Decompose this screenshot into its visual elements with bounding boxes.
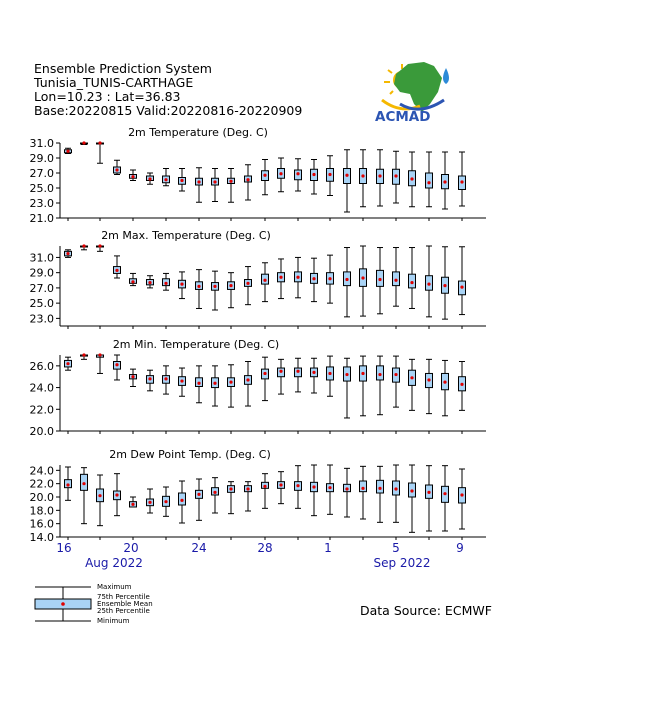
- mean-marker: [361, 487, 364, 490]
- mean-marker: [115, 363, 118, 366]
- header-title: Ensemble Prediction System: [34, 61, 212, 76]
- mean-marker: [378, 487, 381, 490]
- mean-marker: [394, 279, 397, 282]
- mean-marker: [229, 284, 232, 287]
- logo-text: ACMAD: [375, 109, 431, 125]
- mean-marker: [246, 178, 249, 181]
- header-station: Tunisia_TUNIS-CARTHAGE: [34, 75, 194, 90]
- mean-marker: [460, 493, 463, 496]
- x-tick-label: 5: [392, 541, 400, 555]
- y-tick-label: 23.0: [29, 197, 54, 210]
- y-tick-label: 14.0: [29, 531, 54, 544]
- mean-marker: [410, 177, 413, 180]
- mean-marker: [131, 503, 134, 506]
- mean-marker: [131, 375, 134, 378]
- mean-marker: [197, 382, 200, 385]
- mean-marker: [378, 278, 381, 281]
- mean-marker: [180, 379, 183, 382]
- mean-marker: [410, 281, 413, 284]
- mean-marker: [164, 178, 167, 181]
- mean-marker: [66, 483, 69, 486]
- mean-marker: [180, 179, 183, 182]
- panel-title: 2m Temperature (Deg. C): [128, 126, 268, 139]
- mean-marker: [82, 141, 85, 144]
- mean-marker: [361, 372, 364, 375]
- legend-mean: Ensemble Mean: [97, 600, 153, 608]
- mean-marker: [82, 353, 85, 356]
- chart-panels: [30, 126, 487, 544]
- mean-marker: [263, 372, 266, 375]
- month-label-aug: Aug 2022: [85, 556, 143, 570]
- mean-marker: [82, 482, 85, 485]
- mean-marker: [229, 180, 232, 183]
- mean-marker: [460, 180, 463, 183]
- mean-marker: [328, 486, 331, 489]
- mean-marker: [148, 281, 151, 284]
- panel-2: [30, 229, 487, 329]
- mean-marker: [328, 372, 331, 375]
- y-tick-label: 24.0: [29, 464, 54, 478]
- mean-marker: [394, 487, 397, 490]
- header-coordinates: Lon=10.23 : Lat=36.83: [34, 89, 181, 104]
- y-tick-label: 31.0: [29, 137, 54, 150]
- mean-marker: [427, 491, 430, 494]
- y-tick-label: 27.0: [29, 167, 54, 180]
- mean-marker: [443, 284, 446, 287]
- logo-drop-icon: [443, 68, 449, 84]
- mean-marker: [263, 174, 266, 177]
- mean-marker: [98, 141, 101, 144]
- mean-marker: [131, 175, 134, 178]
- x-tick-label: 24: [191, 541, 207, 555]
- mean-marker: [394, 373, 397, 376]
- mean-marker: [279, 276, 282, 279]
- y-tick-label: 22.0: [29, 477, 54, 491]
- mean-marker: [98, 353, 101, 356]
- mean-marker: [427, 378, 430, 381]
- mean-marker: [427, 181, 430, 184]
- mean-marker: [197, 180, 200, 183]
- mean-marker: [246, 378, 249, 381]
- mean-marker: [443, 381, 446, 384]
- mean-marker: [312, 371, 315, 374]
- data-source: Data Source: ECMWF: [360, 603, 492, 618]
- y-tick-label: 20.0: [29, 425, 54, 438]
- mean-marker: [164, 500, 167, 503]
- mean-marker: [312, 173, 315, 176]
- mean-marker: [378, 174, 381, 177]
- mean-marker: [82, 244, 85, 247]
- mean-marker: [246, 282, 249, 285]
- mean-marker: [345, 278, 348, 281]
- mean-marker: [66, 252, 69, 255]
- mean-marker: [410, 376, 413, 379]
- acmad-logo: [375, 62, 449, 125]
- mean-marker: [164, 282, 167, 285]
- y-tick-label: 20.0: [29, 491, 54, 504]
- box-interquartile: [377, 366, 384, 380]
- panel-title: 2m Max. Temperature (Deg. C): [101, 229, 271, 242]
- mean-marker: [345, 174, 348, 177]
- mean-marker: [460, 286, 463, 289]
- mean-marker: [115, 493, 118, 496]
- y-tick-label: 16.0: [29, 517, 54, 531]
- panel-title: 2m Dew Point Temp. (Deg. C): [109, 448, 271, 461]
- mean-marker: [460, 383, 463, 386]
- header-validity: Base:20220815 Valid:20220816-20220909: [34, 103, 303, 118]
- y-tick-label: 29.0: [29, 152, 54, 165]
- y-tick-label: 22.0: [29, 403, 54, 417]
- mean-marker: [66, 150, 69, 153]
- mean-marker: [197, 285, 200, 288]
- panel-title: 2m Min. Temperature (Deg. C): [112, 338, 280, 351]
- mean-marker: [443, 180, 446, 183]
- mean-marker: [246, 487, 249, 490]
- y-tick-label: 24.0: [29, 381, 54, 395]
- mean-marker: [328, 173, 331, 176]
- mean-marker: [296, 172, 299, 175]
- mean-marker: [378, 373, 381, 376]
- box-interquartile: [377, 480, 384, 493]
- x-tick-label: 28: [257, 541, 273, 555]
- legend-min: Minimum: [97, 617, 130, 625]
- mean-marker: [328, 277, 331, 280]
- mean-marker: [131, 280, 134, 283]
- mean-marker: [263, 485, 266, 488]
- mean-marker: [394, 174, 397, 177]
- mean-marker: [197, 493, 200, 496]
- mean-marker: [213, 382, 216, 385]
- mean-marker: [345, 373, 348, 376]
- y-tick-label: 21.0: [29, 212, 54, 225]
- month-label-sep: Sep 2022: [373, 556, 431, 570]
- panel-4: [30, 448, 487, 544]
- legend-p75: 75th Percentile: [97, 593, 150, 601]
- y-tick-label: 27.0: [29, 281, 54, 295]
- mean-marker: [213, 491, 216, 494]
- legend-max: Maximum: [97, 583, 132, 591]
- mean-marker: [98, 494, 101, 497]
- y-tick-label: 29.0: [29, 266, 54, 280]
- mean-marker: [345, 487, 348, 490]
- mean-marker: [279, 483, 282, 486]
- legend-p25: 25th Percentile: [97, 607, 150, 615]
- mean-marker: [148, 377, 151, 380]
- mean-marker: [164, 377, 167, 380]
- y-tick-label: 25.0: [29, 182, 54, 195]
- mean-marker: [213, 285, 216, 288]
- mean-marker: [263, 279, 266, 282]
- y-tick-label: 31.0: [29, 251, 54, 265]
- legend: [35, 583, 153, 625]
- mean-marker: [98, 244, 101, 247]
- x-tick-label: 1: [324, 541, 332, 555]
- mean-marker: [443, 492, 446, 495]
- mean-marker: [312, 277, 315, 280]
- mean-marker: [180, 282, 183, 285]
- mean-marker: [279, 172, 282, 175]
- mean-marker: [148, 501, 151, 504]
- y-tick-label: 25.0: [29, 297, 54, 311]
- box-interquartile: [360, 481, 367, 492]
- mean-marker: [361, 174, 364, 177]
- mean-marker: [115, 269, 118, 272]
- mean-marker: [427, 282, 430, 285]
- mean-marker: [229, 487, 232, 490]
- x-tick-label: 16: [56, 541, 72, 555]
- mean-marker: [296, 370, 299, 373]
- legend-mean-marker: [61, 602, 65, 606]
- mean-marker: [213, 180, 216, 183]
- y-tick-label: 23.0: [29, 312, 54, 326]
- mean-marker: [180, 499, 183, 502]
- mean-marker: [296, 276, 299, 279]
- panel-1: [30, 126, 487, 225]
- panel-3: [30, 338, 487, 438]
- y-tick-label: 26.0: [29, 359, 54, 373]
- mean-marker: [410, 489, 413, 492]
- mean-marker: [148, 177, 151, 180]
- mean-marker: [361, 276, 364, 279]
- mean-marker: [229, 381, 232, 384]
- mean-marker: [279, 370, 282, 373]
- mean-marker: [296, 484, 299, 487]
- y-tick-label: 18.0: [29, 504, 54, 518]
- mean-marker: [66, 362, 69, 365]
- x-tick-label: 9: [456, 541, 464, 555]
- mean-marker: [312, 485, 315, 488]
- x-tick-label: 20: [123, 541, 139, 555]
- mean-marker: [115, 168, 118, 171]
- x-axis-labels: [56, 541, 463, 570]
- box-interquartile: [426, 173, 433, 188]
